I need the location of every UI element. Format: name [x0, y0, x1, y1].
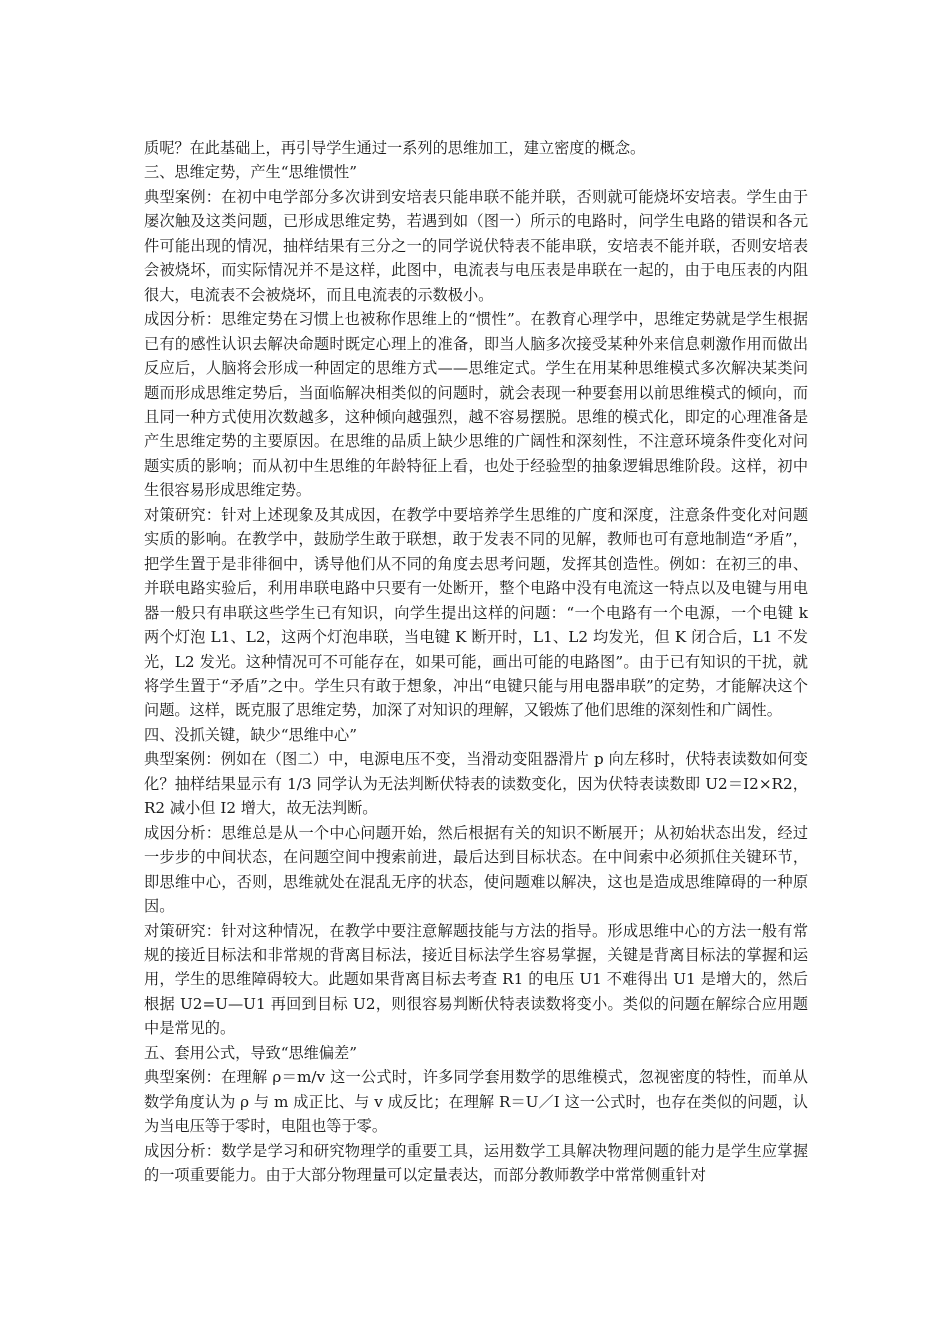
- paragraph-strategy-4: 对策研究：针对这种情况，在教学中要注意解题技能与方法的指导。形成思维中心的方法一般有常规的接近目标法和非常规的背离目标法，接近目标法学生容易掌握，关键是背离目标法的掌握和运用，学生的思维障碍较大。此题如果背离目标去考查 R1 的电压 U1 不难得出 U1 是增大的，然后根据 U2=U—U1 再回到目标 U2，则很容易判断伏特表读数将变小。类似的问题在解综合应用题中是常见的。: [144, 921, 808, 1038]
- paragraph-cause-3: 成因分析：思维定势在习惯上也被称作思维上的“惯性”。在教育心理学中，思维定势就是学生根据已有的感性认识去解决命题时既定心理上的准备，即当人脑多次接受某种外来信息刺激作用而做出反应后，人脑将会形成一种固定的思维方式——思维定式。学生在用某种思维模式多次解决某类问题而形成思维定势后，当面临解决相类似的问题时，就会表现一种要套用以前思维模式的倾向，而且同一种方式使用次数越多，这种倾向越强烈，越不容易摆脱。思维的模式化，即定的心理准备是产生思维定势的主要原因。在思维的品质上缺少思维的广阔性和深刻性，不注意环境条件变化对问题实质的影响；而从初中生思维的年龄特征上看，也处于经验型的抽象逻辑思维阶段。这样，初中生很容易形成思维定势。: [144, 310, 808, 500]
- paragraph-cause-4: 成因分析：思维总是从一个中心问题开始，然后根据有关的知识不断展开；从初始状态出发，经过一步步的中间状态，在问题空间中搜索前进，最后达到目标状态。在中间索中必须抓住关键环节，即思维中心，否则，思维就处在混乱无序的状态，使问题难以解决，这也是造成思维障碍的一种原因。: [144, 823, 808, 916]
- paragraph-case-5: 典型案例：在理解 ρ＝m/v 这一公式时，许多同学套用数学的思维模式，忽视密度的特性，而单从数学角度认为 ρ 与 m 成正比、与 v 成反比；在理解 R＝U／I 这一公式时，也存在类似的问题，认为当电压等于零时，电阻也等于零。: [144, 1068, 808, 1136]
- section-heading-3: 三、思维定势，产生“思维惯性”: [144, 163, 357, 182]
- paragraph-cause-5: 成因分析：数学是学习和研究物理学的重要工具，运用数学工具解决物理问题的能力是学生应掌握的一项重要能力。由于大部分物理量可以定量表达，而部分教师教学中常常侧重针对: [144, 1141, 808, 1185]
- paragraph-case-4: 典型案例：例如在（图二）中，电源电压不变，当滑动变阻器滑片 p 向左移时，伏特表读数如何变化？抽样结果显示有 1/3 同学认为无法判断伏特表的读数变化，因为伏特表读数即 U2＝I2×R2，R2 减小但 I2 增大，故无法判断。: [144, 750, 808, 818]
- section-heading-4: 四、没抓关键，缺少“思维中心”: [144, 725, 357, 744]
- section-heading-5: 五、套用公式，导致“思维偏差”: [144, 1043, 357, 1062]
- paragraph-strategy-3: 对策研究：针对上述现象及其成因，在教学中要培养学生思维的广度和深度，注意条件变化对问题实质的影响。在教学中，鼓励学生敢于联想，敢于发表不同的见解，教师也可有意地制造“矛盾”，把学生置于是非徘徊中，诱导他们从不同的角度去思考问题，发挥其创造性。例如：在初三的串、并联电路实验后，利用串联电路中只要有一处断开，整个电路中没有电流这一特点以及电键与用电器一般只有串联这些学生已有知识，向学生提出这样的问题：“一个电路有一个电源，一个电键 k 两个灯泡 L1、L2，这两个灯泡串联，当电键 K 断开时，L1、L2 均发光，但 K 闭合后，L1 不发光，L2 发光。这种情况可不可能存在，如果可能，画出可能的电路图”。由于已有知识的干扰，就将学生置于“矛盾”之中。学生只有敢于想象，冲出“电键只能与用电器串联”的定势，才能解决这个问题。这样，既克服了思维定势，加深了对知识的理解，又锻炼了他们思维的深刻性和广阔性。: [144, 505, 808, 720]
- paragraph-case-3: 典型案例：在初中电学部分多次讲到安培表只能串联不能并联，否则就可能烧坏安培表。学生由于屡次触及这类问题，已形成思维定势，若遇到如（图一）所示的电路时，问学生电路的错误和各元件可能出现的情况，抽样结果有三分之一的同学说伏特表不能串联，安培表不能并联，否则安培表会被烧坏，而实际情况并不是这样，此图中，电流表与电压表是串联在一起的，由于电压表的内阻很大，电流表不会被烧坏，而且电流表的示数极小。: [144, 187, 808, 304]
- paragraph-density-concept: 质呢？在此基础上，再引导学生通过一系列的思维加工，建立密度的概念。: [144, 139, 646, 157]
- document-body: [144, 136, 808, 1187]
